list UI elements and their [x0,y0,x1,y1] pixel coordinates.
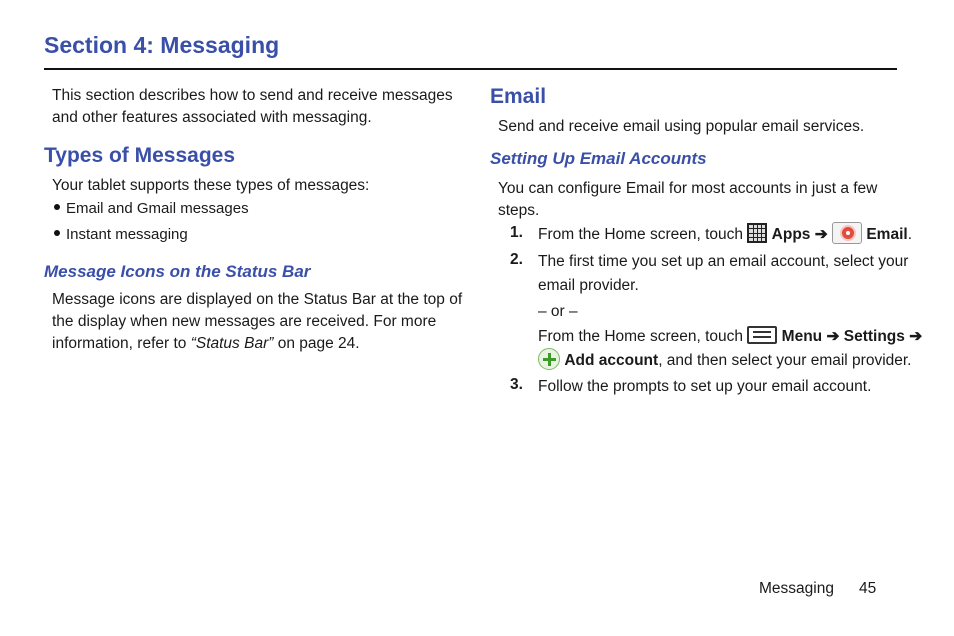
bullet-dot-icon [54,204,60,210]
ref-prefix: information, refer to [52,335,191,352]
status-icons-line-1: Message icons are displayed on the Status Bar at the top of [52,291,463,308]
email-app-icon [832,222,862,244]
bullet-text: Email and Gmail messages [66,200,249,217]
email-heading: Email [490,85,547,108]
setup-heading: Setting Up Email Accounts [490,149,707,168]
email-label: Email [866,226,908,244]
bullet-item-email [54,200,249,217]
step-1-number: 1. [510,224,523,241]
step-1-period: . [907,226,913,244]
step-2-number: 2. [510,251,523,268]
header-rule [44,68,897,70]
step-1-text [538,224,912,246]
bullet-dot-icon [54,230,60,236]
step-3-number: 3. [510,376,523,393]
types-intro: Your tablet supports these types of messages: [52,177,370,194]
footer-section-label: Messaging [759,580,834,597]
alt-prefix: From the Home screen, touch [538,328,748,345]
apps-grid-icon [747,223,767,243]
status-icons-line-2: the display when new messages are received. For more [52,313,437,330]
email-intro: Send and receive email using popular email services. [498,118,865,135]
setup-line-2: steps. [498,202,540,219]
alt-line-2 [538,350,912,372]
ref-suffix: on page 24. [273,335,360,352]
step-1-prefix: From the Home screen, touch [538,226,748,244]
add-account-label: Add account [564,352,659,370]
types-heading: Types of Messages [44,144,236,167]
arrow-icon: ➔ [826,328,840,345]
status-icons-heading: Message Icons on the Status Bar [44,262,311,281]
settings-label: Settings [843,328,905,345]
bullet-item-instant [54,226,188,243]
or-separator: – or – [538,303,578,320]
page-number: 45 [859,580,877,597]
status-icons-line-3 [52,333,360,355]
add-account-icon [538,348,560,370]
step-2-line-1: The first time you set up an email account, select your [538,253,909,270]
bullet-text: Instant messaging [66,226,188,243]
alt-suffix: , and then select your email provider. [658,352,912,370]
arrow-icon: ➔ [909,328,923,345]
apps-label: Apps [771,226,811,244]
step-3-text: Follow the prompts to set up your email account. [538,378,872,395]
status-bar-link[interactable]: “Status Bar” [190,335,274,352]
alt-line-1 [538,326,922,348]
intro-line-1: This section describes how to send and receive messages [52,87,453,104]
arrow-icon: ➔ [814,226,828,244]
setup-line-1: You can configure Email for most accounts in just a few [498,180,878,197]
menu-icon [747,326,777,344]
step-2-line-2: email provider. [538,277,639,294]
intro-line-2: and other features associated with messaging. [52,109,372,126]
menu-label: Menu [781,328,823,345]
section-title: Section 4: Messaging [44,32,280,58]
